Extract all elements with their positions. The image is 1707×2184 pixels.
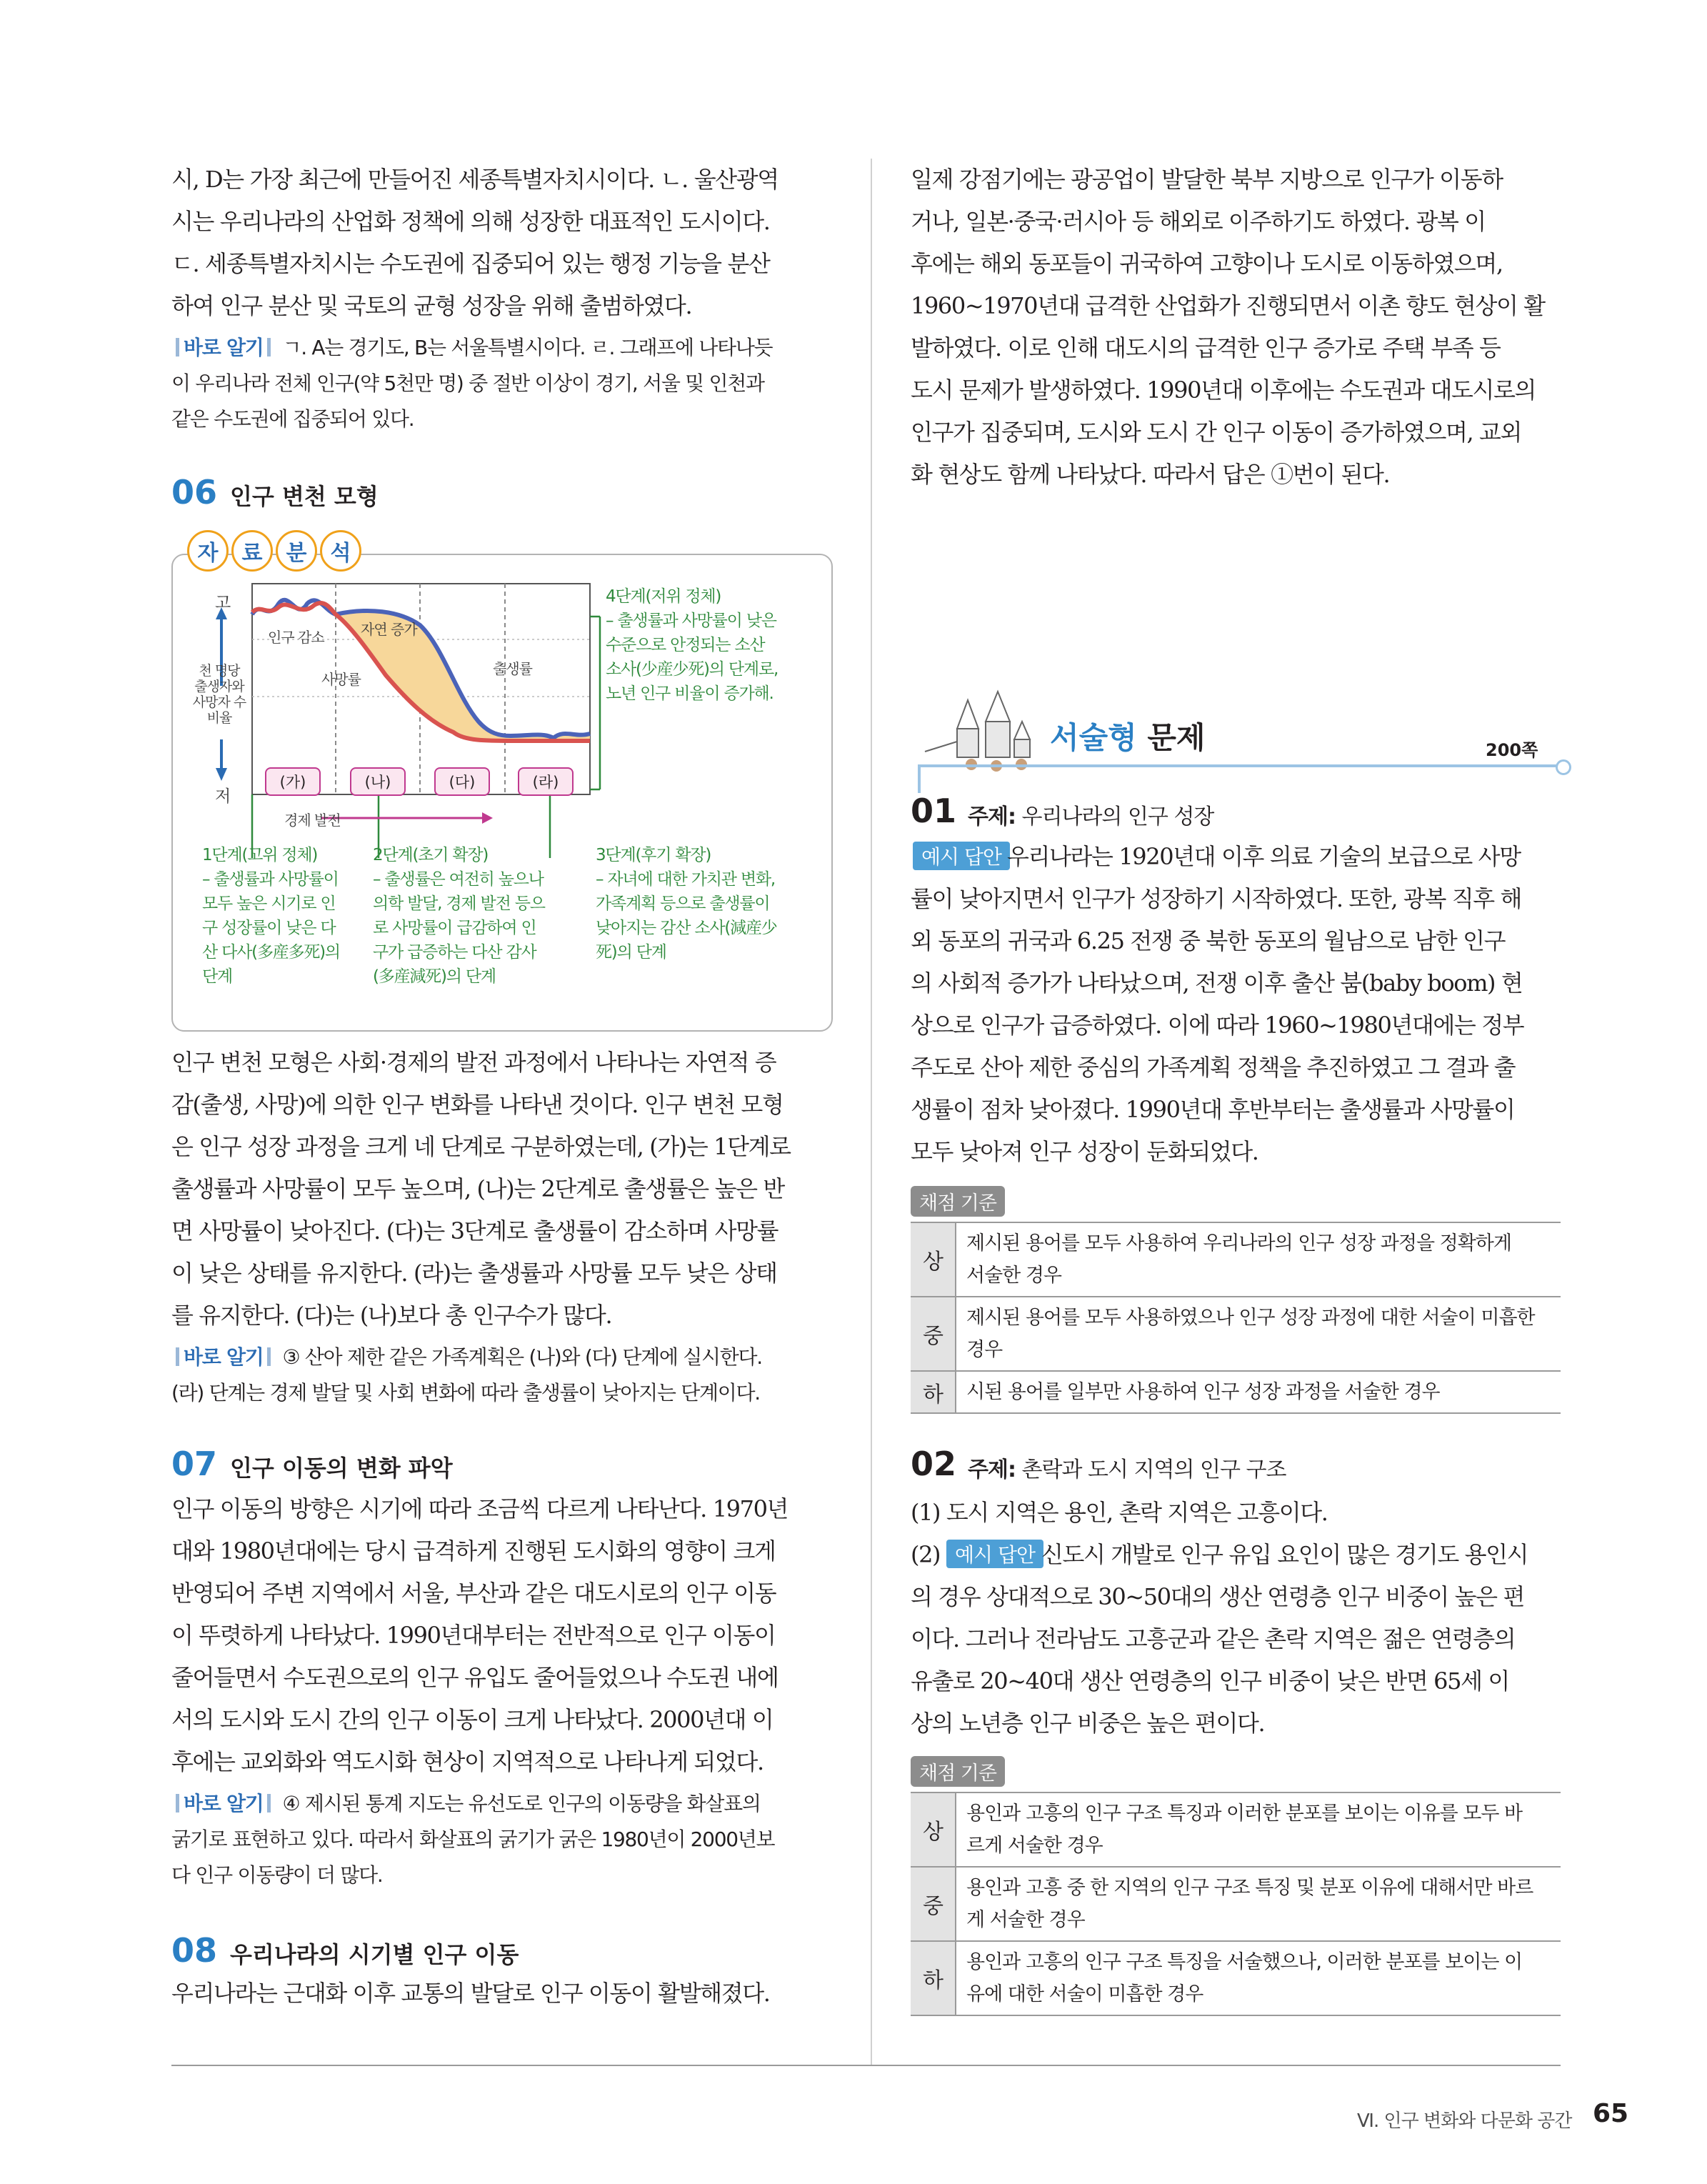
q2-number: 02 [911,1445,957,1483]
grade-cell: 상 [911,1222,956,1297]
note-1-line-2: 이 우리나라 전체 인구(약 5천만 명) 중 절반 이상이 경기, 서울 및 인천과 [171,372,764,395]
table-row [911,1222,1561,1297]
s06-line-1: 인구 변천 모형은 사회·경제의 발전 과정에서 나타나는 자연적 증 [171,1049,776,1076]
column-divider [871,159,872,2065]
grade-cell: 하 [911,1371,956,1413]
section-07-number: 07 [171,1445,218,1483]
section-07-title: 인구 이동의 변화 파악 [230,1455,453,1482]
right-top-line-8: 화 현상도 함께 나타났다. 따라서 답은 ①번이 된다. [911,461,1390,488]
stage-box-1: (가) [265,767,321,796]
s06-line-5: 면 사망률이 낮아진다. (다)는 3단계로 출생률이 감소하며 사망률 [171,1217,779,1245]
note-3-line-2: 굵기로 표현하고 있다. 따라서 화살표의 굵기가 굵은 1980년이 2000년보 [171,1828,775,1851]
note-1-line-3: 같은 수도권에 집중되어 있다. [171,407,414,431]
q1-criteria-table [911,1222,1561,1414]
section-06-number: 06 [171,473,218,512]
note-1-tag: 바로 알기 [171,330,275,366]
q1-line-2: 률이 낮아지면서 인구가 성장하기 시작하였다. 또한, 광복 직후 해 [911,885,1522,912]
q1-line-7: 생률이 점차 낮아졌다. 1990년대 후반부터는 출생률과 사망률이 [911,1096,1515,1123]
q1-line-8: 모두 낮아져 인구 성장이 둔화되었다. [911,1138,1258,1165]
criteria-cell: 용인과 고흥의 인구 구조 특징과 이러한 분포를 보이는 이유를 모두 바 르게 서술한 경우 [956,1792,1561,1867]
label-death-rate: 사망률 [321,671,361,688]
stage-1-desc: 1단계(고위 정체) – 출생률과 사망률이 모두 높은 시기로 인 구 성장률이 낮은 다 산 다사(多産多死)의 단계 [202,846,340,986]
criteria-cell: 용인과 고흥 중 한 지역의 인구 구조 특징 및 분포 이유에 대해서만 바르 게 서술한 경우 [956,1867,1561,1941]
q2-line-6: 상의 노년층 인구 비중은 높은 편이다. [911,1710,1265,1737]
note-2-line-2: (라) 단계는 경제 발달 및 사회 변화에 따라 출생률이 낮아지는 단계이다. [171,1381,760,1405]
s07-line-5: 줄어들면서 수도권으로의 인구 유입도 줄어들었으나 수도권 내에 [171,1664,779,1691]
q2-line-3: 의 경우 상대적으로 30~50대의 생산 연령층 인구 비중이 높은 편 [911,1583,1524,1610]
essay-header-rule [918,764,1561,767]
s06-line-2: 감(출생, 사망)에 의한 인구 변화를 나타낸 것이다. 인구 변천 모형 [171,1091,784,1118]
left-top-line-4: 하여 인구 분산 및 국토의 균형 성장을 위해 출범하였다. [171,292,692,319]
q2-criteria-label: 채점 기준 [911,1756,1005,1787]
criteria-cell: 제시된 용어를 모두 사용하였으나 인구 성장 과정에 대한 서술이 미흡한 경우 [956,1297,1561,1371]
s07-line-7: 후에는 교외화와 역도시화 현상이 지역적으로 나타나게 되었다. [171,1748,764,1775]
criteria-cell: 제시된 용어를 모두 사용하여 우리나라의 인구 성장 과정을 정확하게 서술한 경우 [956,1222,1561,1297]
s07-line-3: 반영되어 주변 지역에서 서울, 부산과 같은 대도시로의 인구 이동 [171,1580,776,1607]
table-row [911,1941,1561,2015]
essay-header-title: 서술형 문제 [1050,720,1206,755]
q2-line-5: 유출로 20~40대 생산 연령층의 인구 비중이 낮은 반면 65세 이 [911,1667,1509,1695]
right-top-line-6: 도시 문제가 발생하였다. 1990년대 이후에는 수도권과 대도시로의 [911,377,1536,404]
q2-line-1: (1) 도시 지역은 용인, 촌락 지역은 고흥이다. [911,1499,1328,1526]
left-top-line-1: 시, D는 가장 최근에 만들어진 세종특별자치시이다. ㄴ. 울산광역 [171,166,779,193]
label-natural-increase: 자연 증가 [361,621,417,638]
q1-line-3: 외 동포의 귀국과 6.25 전쟁 중 북한 동포의 월남으로 남한 인구 [911,927,1506,954]
right-top-line-1: 일제 강점기에는 광공업이 발달한 북부 지방으로 인구가 이동하 [911,166,1503,193]
section-06-title: 인구 변천 모형 [230,483,379,510]
stage-box-2: (나) [350,767,406,796]
criteria-cell: 용인과 고흥의 인구 구조 특징을 서술했으나, 이러한 분포를 보이는 이 유에 대한 서술이 미흡한 경우 [956,1941,1561,2015]
footer-rule [171,2065,1561,2066]
note-3-tag: 바로 알기 [171,1786,275,1822]
table-row [911,1297,1561,1371]
table-row [911,1867,1561,1941]
q2-criteria-table [911,1792,1561,2016]
stage-3-desc: 3단계(후기 확장) – 자녀에 대한 가치관 변화, 가족계획 등으로 출생률이 낮아지는 감산 소사(減産少 死)의 단계 [596,846,777,962]
q2-subject: 주제: 촌락과 도시 지역의 인구 구조 [968,1457,1286,1482]
q2-line-2: 신도시 개발로 인구 유입 요인이 많은 경기도 용인시 [1041,1541,1528,1568]
q1-line-6: 주도로 산아 제한 중심의 가족계획 정책을 추진하였고 그 결과 출 [911,1054,1516,1081]
note-2-line-1: 바로 알기 ③ 산아 제한 같은 가족계획은 (나)와 (다) 단계에 실시한다. [171,1340,762,1375]
grade-cell: 중 [911,1297,956,1371]
q1-criteria-label: 채점 기준 [911,1186,1005,1217]
stage-4-desc: 4단계(저위 정체) – 출생률과 사망률이 낮은 수준으로 안정되는 소산 소사(少産少死)의 단계로, 노년 인구 비율이 증가해. [606,587,779,703]
section-08-title: 우리나라의 시기별 인구 이동 [230,1941,519,1968]
label-char-4: 석 [320,530,361,572]
q2-line-4: 이다. 그러나 전라남도 고흥군과 같은 촌락 지역은 젊은 연령층의 [911,1625,1516,1652]
q1-example-tag: 예시 답안 [913,842,1010,870]
label-pop-decrease: 인구 감소 [268,629,324,646]
essay-header-rule-end [1556,759,1571,775]
right-top-line-7: 인구가 집중되며, 도시와 도시 간 인구 이동이 증가하였으며, 교외 [911,419,1522,446]
s08-line-1: 우리나라는 근대화 이후 교통의 발달로 인구 이동이 활발해졌다. [171,1980,770,2007]
q1-subject: 주제: 우리나라의 인구 성장 [968,804,1214,829]
x-axis-label: 경제 발전 [284,812,341,829]
left-top-line-2: 시는 우리나라의 산업화 정책에 의해 성장한 대표적인 도시이다. [171,208,770,235]
table-row [911,1792,1561,1867]
s07-line-4: 이 뚜렷하게 나타났다. 1990년대부터는 전반적으로 인구 이동이 [171,1622,776,1649]
q1-line-5: 상으로 인구가 급증하였다. 이에 따라 1960~1980년대에는 정부 [911,1012,1524,1039]
grade-cell: 하 [911,1941,956,2015]
left-top-line-3: ㄷ. 세종특별자치시는 수도권에 집중되어 있는 행정 기능을 분산 [171,250,770,277]
section-08-number: 08 [171,1931,218,1970]
q2-line-2-prefix: (2) [911,1541,941,1568]
essay-header-rule-left [918,764,921,793]
s06-line-7: 를 유지한다. (다)는 (나)보다 총 인구수가 많다. [171,1302,612,1329]
label-char-2: 료 [231,530,273,572]
s07-line-6: 서의 도시와 도시 간의 인구 이동이 크게 나타났다. 2000년대 이 [171,1706,774,1733]
note-3-line-1: 바로 알기 ④ 제시된 통계 지도는 유선도로 인구의 이동량을 화살표의 [171,1786,761,1822]
note-2-tag: 바로 알기 [171,1340,275,1375]
page-number: 65 [1593,2099,1629,2128]
right-top-line-3: 후에는 해외 동포들이 귀국하여 고향이나 도시로 이동하였으며, [911,250,1503,277]
footer-chapter: Ⅵ. 인구 변화와 다문화 공간 [1357,2110,1572,2132]
y-axis-label: 천 명당 출생자와 사망자 수 비율 [192,663,246,726]
right-top-line-5: 발하였다. 이로 인해 대도시의 급격한 인구 증가로 주택 부족 등 [911,334,1501,361]
grade-cell: 상 [911,1792,956,1867]
label-birth-rate: 출생률 [493,660,532,677]
q2-example-tag: 예시 답안 [946,1540,1043,1568]
s06-line-3: 은 인구 성장 과정을 크게 네 단계로 구분하였는데, (가)는 1단계로 [171,1133,791,1160]
note-1-line-1: 바로 알기 ㄱ. A는 경기도, B는 서울특별시이다. ㄹ. 그래프에 나타나듯 [171,330,772,366]
stage-box-3: (다) [434,767,490,796]
s07-line-1: 인구 이동의 방향은 시기에 따라 조금씩 다르게 나타난다. 1970년 [171,1495,789,1522]
q1-number: 01 [911,792,957,830]
stage-box-4: (라) [518,767,574,796]
s06-line-6: 이 낮은 상태를 유지한다. (라)는 출생률과 사망률 모두 낮은 상태 [171,1260,777,1287]
y-axis-high: 고 [215,594,231,612]
label-char-3: 분 [276,530,317,572]
q1-line-4: 의 사회적 증가가 나타났으며, 전쟁 이후 출산 붐(baby boom) 현 [911,969,1523,997]
grade-cell: 중 [911,1867,956,1941]
q1-line-1: 우리나라는 1920년대 이후 의료 기술의 보급으로 사망 [1007,843,1521,870]
table-row [911,1371,1561,1413]
y-axis-low: 저 [215,787,231,806]
note-3-line-3: 다 인구 이동량이 더 많다. [171,1863,383,1887]
essay-page-ref: 200쪽 [1486,740,1538,760]
label-char-1: 자 [187,530,229,572]
s07-line-2: 대와 1980년대에는 당시 급격하게 진행된 도시화의 영향이 크게 [171,1537,776,1565]
right-top-line-4: 1960~1970년대 급격한 산업화가 진행되면서 이촌 향도 현상이 활 [911,292,1545,319]
right-top-line-2: 거나, 일본·중국·러시아 등 해외로 이주하기도 하였다. 광복 이 [911,208,1486,235]
stage-2-desc: 2단계(초기 확장) – 출생률은 여전히 높으나 의학 발달, 경제 발전 등으 로 사망률이 급감하여 인 구가 급증하는 다산 감사 (多産減死)의 단계 [373,846,545,986]
criteria-cell: 시된 용어를 일부만 사용하여 인구 성장 과정을 서술한 경우 [956,1371,1561,1413]
s06-line-4: 출생률과 사망률이 모두 높으며, (나)는 2단계로 출생률은 높은 반 [171,1175,784,1202]
